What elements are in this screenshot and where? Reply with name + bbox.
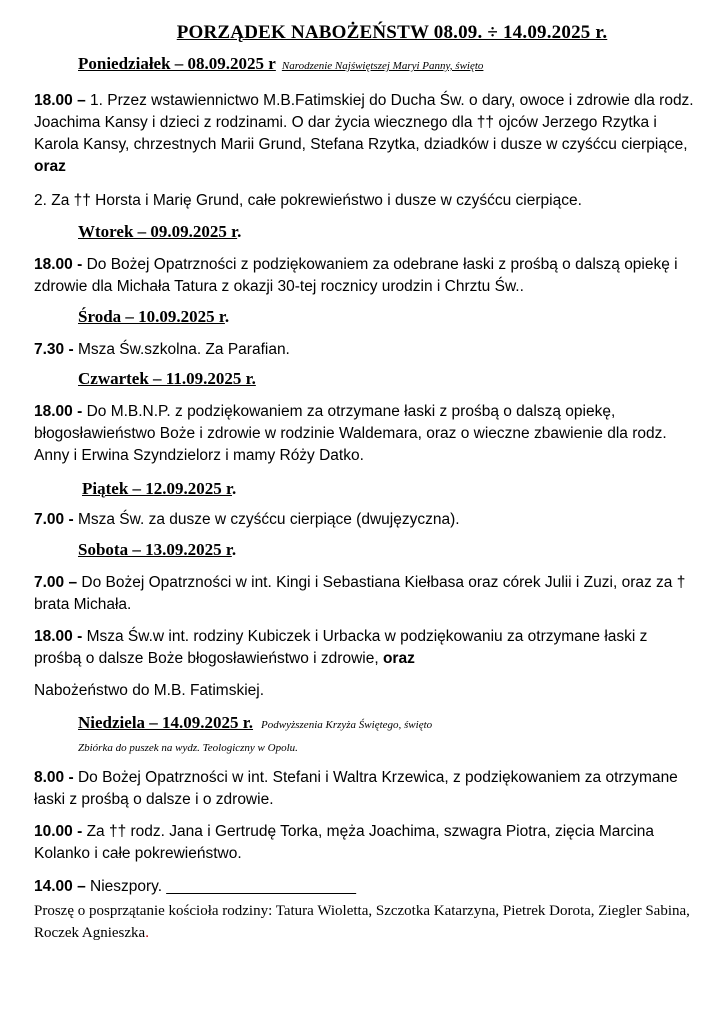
mass-intention: Do Bożej Opatrzności z podziękowaniem za odebrane łaski z prośbą o dalszą opiekę i zdrowie dla Michała Tatura z okazji 30-tej rocznicy urodzin i Chrztu Św.. <box>34 256 678 295</box>
mass-intention: Msza Św. za dusze w czyśćcu cierpiące (dwujęzyczna). <box>73 511 460 528</box>
mass-intention: Msza Św.szkolna. Za Parafian. <box>73 341 290 358</box>
mass-time: 7.00 - <box>34 511 74 528</box>
day-label: Sobota – 13.09.2025 r <box>78 540 232 559</box>
day-label: Niedziela – 14.09.2025 r. <box>78 713 254 732</box>
day-heading-tuesday <box>78 222 241 242</box>
mass-intention: Msza Św.w int. rodziny Kubiczek i Urbacka w podziękowaniu za otrzymane łaski z prośbą o dalsze Boże błogosławieństwo i zdrowie, <box>34 628 648 667</box>
day-heading-sunday <box>78 713 432 733</box>
day-label-suffix: . <box>231 540 237 559</box>
day-label-suffix: . <box>237 222 242 241</box>
mass-intention: 2. Za †† Horsta i Marię Grund, całe pokrewieństwo i dusze w czyśćcu cierpiące. <box>34 192 582 209</box>
mass-conjunction: oraz <box>382 650 415 667</box>
collection-note: Zbiórka do puszek na wydz. Teologiczny w Opolu. <box>78 742 298 754</box>
mass-entry <box>34 572 699 616</box>
mass-entry <box>34 190 699 212</box>
mass-intention: Za †† rodz. Jana i Gertrudę Torka, męża Joachima, szwagra Piotra, zięcia Marcina Kolanko i całe pokrewieństwo. <box>34 823 655 862</box>
mass-entry <box>34 876 699 898</box>
mass-intention: Do M.B.N.P. z podziękowaniem za otrzymane łaski z prośbą o dalszą opiekę, błogosławieństwo Boże i zdrowie w rodzinie Waldemara, oraz o wieczne zbawienie dla rodz. Anny i Erwina Szyndzielorz i mamy Róży Datko. <box>34 403 667 464</box>
cleaning-notice <box>34 900 699 944</box>
mass-conjunction: oraz <box>34 158 66 175</box>
page-title: PORZĄDEK NABOŻEŃSTW 08.09. ÷ 14.09.2025 r. <box>176 22 608 43</box>
day-note: Podwyższenia Krzyża Świętego, święto <box>261 719 433 731</box>
day-label: Czwartek – 11.09.2025 r. <box>78 369 256 388</box>
mass-time: 8.00 - <box>34 769 74 786</box>
day-label: Piątek – 12.09.2025 r <box>82 479 233 498</box>
day-label: Poniedziałek – 08.09.2025 r <box>78 54 276 73</box>
mass-time: 10.00 - <box>34 823 83 840</box>
day-heading-friday <box>82 479 236 499</box>
mass-entry <box>34 254 699 298</box>
mass-time: 18.00 – <box>34 92 86 109</box>
mass-time: 7.30 - <box>34 341 74 358</box>
day-label: Wtorek – 09.09.2025 r <box>78 222 238 241</box>
mass-entry <box>34 509 699 531</box>
day-heading-monday <box>78 54 483 74</box>
mass-intention: Nieszpory. ______________________ <box>85 878 357 895</box>
mass-entry <box>34 821 699 865</box>
mass-time: 18.00 - <box>34 256 83 273</box>
mass-intention: Nabożeństwo do M.B. Fatimskiej. <box>34 682 265 699</box>
day-label-suffix: . <box>224 307 230 326</box>
mass-intention: 1. Przez wstawiennictwo M.B.Fatimskiej do Ducha Św. o dary, owoce i zdrowie dla rodz. Joachima Kansy i dzieci z rodzinami. O dar życia wiecznego dla †† ojców Jerzego Rzytka i Karola Kansy, chrzestnych Marii Grund, Stefana Rzytka, dziadków i dusze w czyśćcu cierpiące, <box>34 92 694 153</box>
cleaning-notice-end: . <box>145 925 149 941</box>
mass-time: 7.00 – <box>34 574 78 591</box>
mass-intention: Do Bożej Opatrzności w int. Stefani i Waltra Krzewica, z podziękowaniem za otrzymane łaski z prośbą o dalsze i o zdrowie. <box>34 769 678 808</box>
day-heading-saturday <box>78 540 236 560</box>
day-heading-thursday <box>78 369 256 389</box>
day-label: Środa – 10.09.2025 r <box>78 307 225 326</box>
mass-time: 18.00 - <box>34 403 83 420</box>
mass-intention: Do Bożej Opatrzności w int. Kingi i Sebastiana Kiełbasa oraz córek Julii i Zuzi, oraz za † brata Michała. <box>34 574 686 613</box>
day-label-suffix: . <box>232 479 237 498</box>
mass-entry <box>34 680 699 702</box>
mass-entry <box>34 339 699 361</box>
mass-time: 18.00 - <box>34 628 83 645</box>
mass-entry <box>34 767 699 811</box>
mass-time: 14.00 – <box>34 878 86 895</box>
mass-entry <box>34 626 699 670</box>
day-note: Narodzenie Najświętszej Maryi Panny, święto <box>281 60 484 72</box>
day-heading-wednesday <box>78 307 229 327</box>
cleaning-notice-text: Proszę o posprzątanie kościoła rodziny: Tatura Wioletta, Szczotka Katarzyna, Pietrek Dorota, Ziegler Sabina, Roczek Agnieszka <box>34 903 690 941</box>
mass-entry <box>34 90 699 178</box>
mass-entry <box>34 401 699 467</box>
